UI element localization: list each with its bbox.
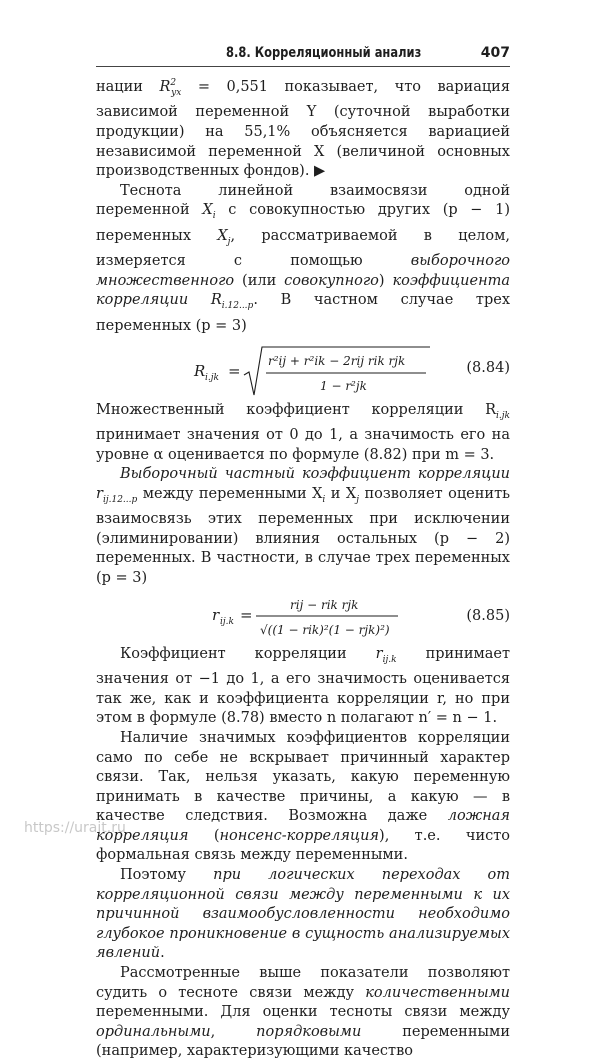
text: нации [96, 78, 143, 95]
formula-8-85 [208, 595, 408, 643]
term-italic: нонсенс-корреляция [219, 827, 380, 844]
text: Теснота линейной взаимосвязи одной переменной [96, 182, 510, 219]
watermark: https://urait.ru [24, 820, 126, 836]
eq2-equals: = [240, 605, 253, 624]
term-italic: ложная корреляция [96, 808, 510, 844]
paragraph-2 [96, 182, 510, 337]
equation-number: (8.85) [466, 607, 510, 624]
symbol-Xj: $X_j$ [217, 227, 231, 247]
text: Наличие значимых коэффициентов корреляции само по себе не вскрывает причинный характер связи. Так, нельзя указать, какую переменную принимать в качестве причины, а какую — в качестве следствия. Возможна даже [96, 729, 510, 825]
term-italic: выборочного множественного [96, 253, 510, 289]
page-number: 407 [480, 45, 510, 61]
term-italic: коэффициента корреляции [96, 272, 511, 309]
paragraph-6 [96, 729, 510, 866]
symbol-r-partial: $r_{ij.12...p}$ [96, 485, 138, 505]
text: с совокупностью других (p − 1) переменных [96, 202, 511, 244]
text: переменными. Для оценки тесноты связи между [96, 1004, 510, 1021]
subscript: j [356, 494, 360, 505]
paragraph-4 [96, 465, 510, 588]
text: принимает значения от 0 до 1, а значимость его на уровне α оценивается по формуле (8.82) при m = 3. [96, 427, 510, 463]
text: ) [378, 272, 385, 289]
text: = 0,551 показывает, что вариация зависимой переменной Y (суточной выработки продукции) на 55,1% объясняется вариацией независимой переменной X (величиной основных производственных фондов). ▶ [96, 78, 510, 180]
text: Коэффициент корреляции [120, 645, 347, 662]
equation-8-85 [96, 593, 510, 643]
subscript: i [322, 494, 326, 505]
eq2-lhs-sub: ij.k [220, 616, 234, 627]
eq1-lhs-sub: i.jk [205, 372, 219, 383]
eq2-lhs: r [212, 605, 220, 624]
paragraph-1 [96, 74, 510, 182]
symbol-R: $R^2_{yx}$ [159, 78, 182, 98]
symbol-r-ijk: $r_{ij.k}$ [375, 645, 397, 665]
text: ), т.е. чисто формальная связь между переменными. [96, 827, 511, 864]
equation-number: (8.84) [466, 359, 510, 376]
running-header [96, 44, 510, 67]
formula-8-84 [188, 345, 438, 399]
paragraph-8 [96, 964, 510, 1062]
term-italic: порядковыми [256, 1023, 362, 1040]
equation-8-84 [96, 341, 510, 399]
eq1-denominator: 1 − r²jk [320, 378, 367, 393]
term-italic: ординальными [96, 1023, 211, 1040]
text: , [210, 1023, 216, 1040]
eq2-denominator: √((1 − rik)²(1 − rjk)²) [260, 622, 390, 637]
text: . [160, 945, 165, 962]
section-title: 8.8. Корреляционный анализ [226, 45, 422, 61]
eq1-equals: = [228, 361, 241, 380]
text: позволяет оценить взаимосвязь этих переменных при исключении (элиминировании) влияния остальных (p − 2) переменных. В частности, в случае трех переменных (p = 3) [96, 485, 510, 587]
text: , рассматриваемой в целом, измеряется с помощью [96, 227, 510, 270]
text: Поэтому [120, 867, 187, 884]
text: принимает значения от −1 до 1, а его значимость оценивается так же, как и коэффициента корреляции r, но при этом в формуле (8.78) вместо n полагают n′ = n − 1. [96, 645, 511, 727]
text: . В частном случае трех переменных (p = 3) [96, 292, 510, 334]
page-body [96, 74, 510, 1062]
symbol-Xi: $X_i$ [202, 202, 216, 222]
subscript: i.jk [496, 410, 510, 421]
symbol-R-multi: $R_{i.12...p}$ [210, 292, 254, 312]
paragraph-3 [96, 401, 510, 466]
text: переменными (например, характеризующими качество [96, 1023, 510, 1060]
paragraph-7 [96, 866, 510, 964]
eq1-lhs: R [194, 361, 206, 380]
text: Рассмотренные выше показатели позволяют судить о тесноте связи между [96, 965, 510, 1001]
text: и X [330, 485, 357, 502]
eq1-numerator: r²ij + r²ik − 2rij rik rjk [268, 353, 406, 368]
text: между переменными X [142, 485, 323, 502]
text: (или [242, 272, 277, 289]
eq2-numerator: rij − rik rjk [290, 597, 359, 612]
term-italic: Выборочный частный коэффициент корреляции [120, 466, 510, 483]
term-italic: при логических переходах от корреляционной связи между переменными к их причинной взаимообусловленности необходимо глубокое проникновение в сущность анализируемых явлений [96, 867, 511, 962]
term-italic: количественными [365, 984, 510, 1001]
term-italic: совокупного [284, 272, 379, 289]
text: ( [213, 827, 220, 844]
paragraph-5 [96, 645, 510, 729]
text: Множественный коэффициент корреляции R [96, 401, 497, 418]
